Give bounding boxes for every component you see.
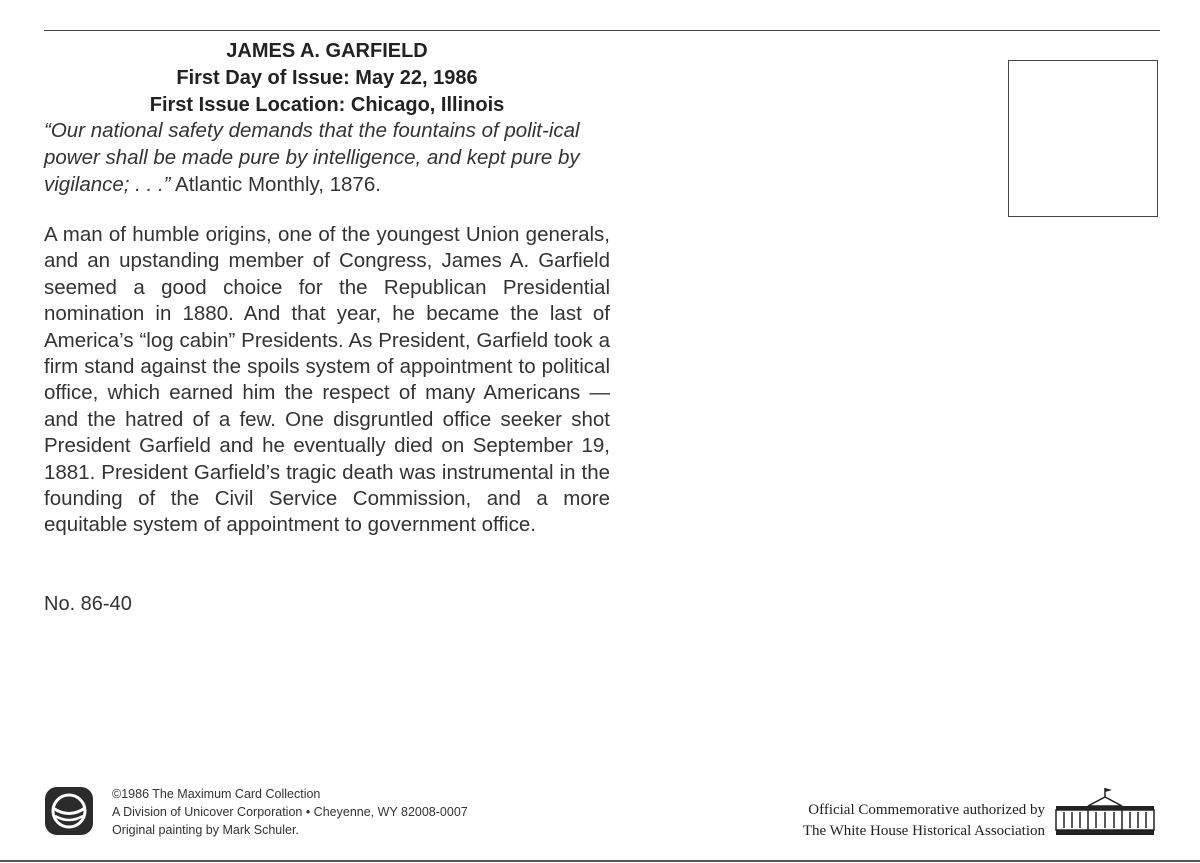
first-day-of-issue: First Day of Issue: May 22, 1986	[176, 67, 478, 89]
official-line-2: The White House Historical Association	[802, 823, 1045, 839]
card-number: No. 86-40	[44, 593, 132, 615]
biography-paragraph: A man of humble origins, one of the youngest Union generals, and an upstanding member of Congress, James A. Garfield seemed a good choice for the Republican Presidential nomination in 1880. And that year, he became the last of America’s “log cabin” Presidents. As President, Garfield took a firm stand against the spoils system of appointment to political office, which earned him the respect of many Americans — and the hatred of a few. One disgruntled office seeker shot President Garfield and he eventually died on September 19, 1881. President Garfield’s tragic death was instrumental in the founding of the Civil Service Commission, and a more equitable system of appointment to government office.	[44, 223, 610, 537]
official-line-1: Official Commemorative authorized by	[808, 802, 1045, 818]
top-divider	[44, 30, 1160, 31]
painting-credit-line: Original painting by Mark Schuler.	[112, 823, 299, 837]
company-line: A Division of Unicover Corporation • Cheyenne, WY 82008-0007	[112, 805, 468, 819]
first-issue-location: First Issue Location: Chicago, Illinois	[149, 94, 505, 116]
official-authorization	[740, 800, 1045, 842]
card-header	[44, 38, 610, 119]
quote-block	[44, 117, 614, 198]
card-title: JAMES A. GARFIELD	[226, 40, 428, 62]
credits-block	[112, 785, 468, 839]
white-house-icon	[1054, 786, 1156, 838]
unicover-logo-icon	[44, 786, 94, 836]
stamp-placeholder-box	[1008, 60, 1158, 217]
quote-source: Atlantic Monthly, 1876.	[175, 173, 381, 196]
bottom-divider	[0, 860, 1200, 862]
copyright-line: ©1986 The Maximum Card Collection	[112, 787, 321, 801]
quote-text: “Our national safety demands that the fountains of polit-ical power shall be made pure by intelligence, and kept pure by vigilance; . . .”	[44, 119, 580, 196]
